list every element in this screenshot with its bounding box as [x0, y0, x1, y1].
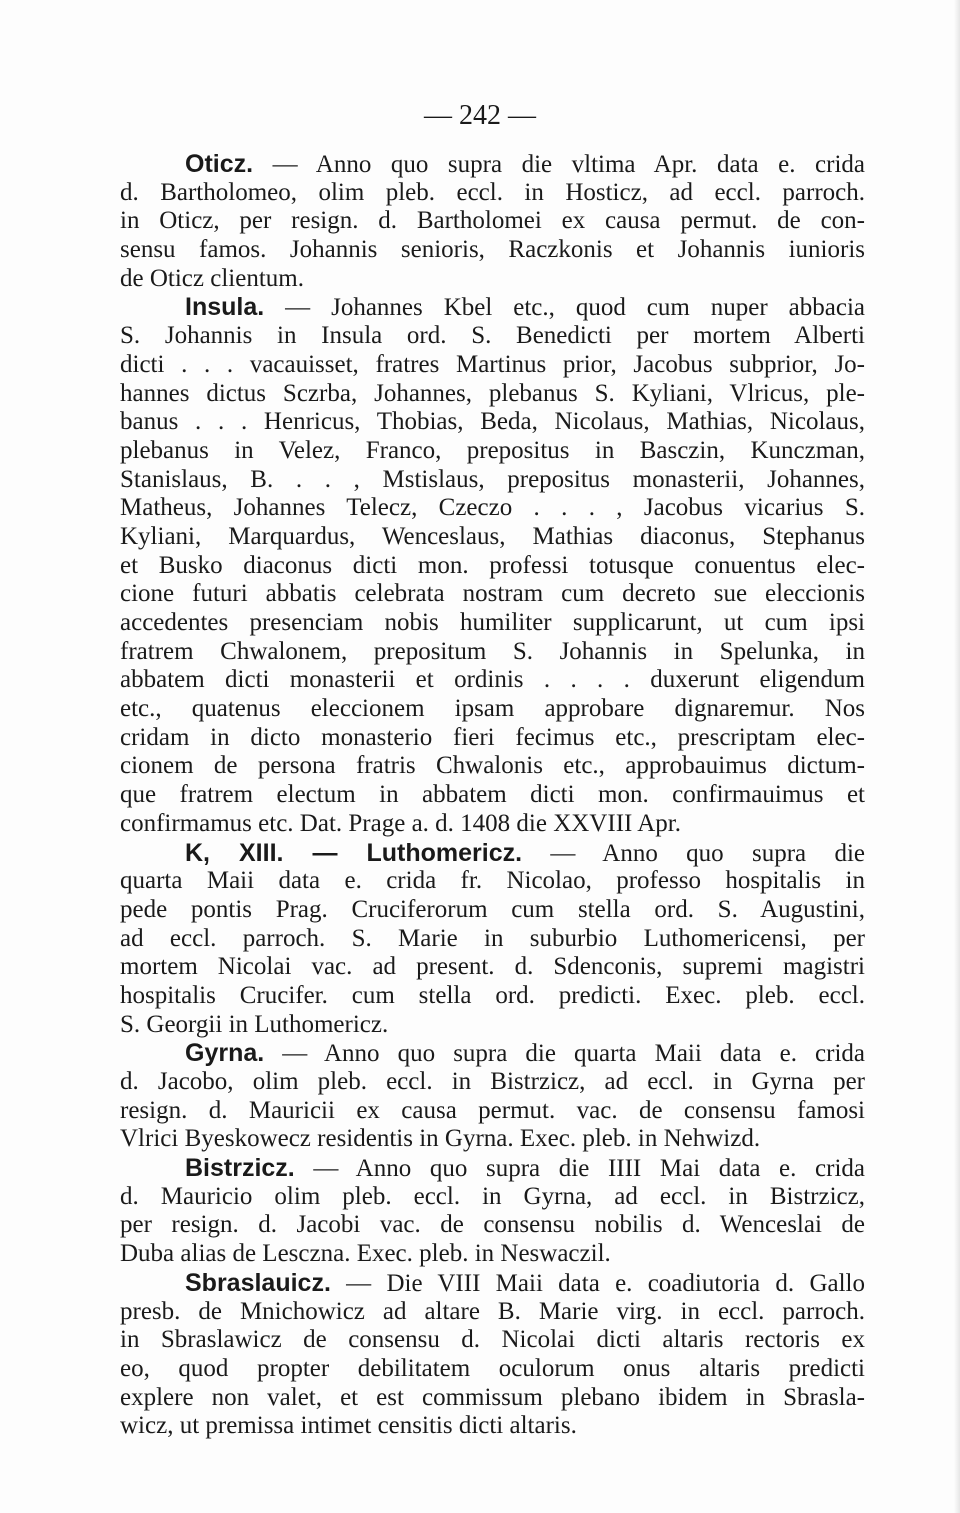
text-line — [120, 207, 865, 236]
entry-heading: Sbraslauicz. — [185, 1268, 331, 1297]
line-text: de Oticz clientum. — [120, 264, 304, 292]
line-text: — Anno quo supra die vltima Apr. data e. crida — [253, 151, 865, 178]
line-text: Matheus, Johannes Telecz, Czeczo . . . , Jacobus vicarius S. — [120, 494, 865, 522]
entry-paragraph — [120, 1039, 865, 1154]
line-text: presb. de Mnichowicz ad altare B. Marie virg. in eccl. parroch. — [120, 1297, 865, 1325]
line-text: mortem Nicolai vac. ad present. d. Sdenconis, supremi magistri — [120, 953, 865, 981]
text-line — [120, 351, 865, 380]
line-text: explere non valet, et est commissum plebano ibidem in Sbrasla- — [120, 1383, 865, 1411]
text-line — [120, 1068, 865, 1097]
line-text: d. Mauricio olim pleb. eccl. in Gyrna, ad eccl. in Bistrzicz, — [120, 1182, 865, 1210]
entry-paragraph — [120, 839, 865, 1040]
line-text: confirmamus etc. Dat. Prage a. d. 1408 die XXVIII Apr. — [120, 809, 681, 837]
entry-paragraph — [120, 293, 865, 838]
text-line — [120, 896, 865, 925]
entry-heading: Insula. — [185, 293, 265, 322]
line-text: sensu famos. Johannis senioris, Raczkonis et Johannis iunioris — [120, 236, 865, 264]
line-text: Duba alias de Lesczna. Exec. pleb. in Neswaczil. — [120, 1240, 611, 1268]
line-text: in Oticz, per resign. d. Bartholomei ex causa permut. de con- — [120, 207, 865, 235]
text-line — [120, 523, 865, 552]
line-text: resign. d. Mauricii ex causa permut. vac. de consensu famosi — [120, 1096, 865, 1124]
text-line — [120, 695, 865, 724]
line-text: dicti . . . vacauisset, fratres Martinus prior, Jacobus subprior, Jo- — [120, 350, 865, 378]
entry-paragraph — [120, 1154, 865, 1269]
text-line — [120, 1412, 865, 1441]
text-line — [120, 1298, 865, 1327]
line-text: d. Bartholomeo, olim pleb. eccl. in Hosticz, ad eccl. parroch. — [120, 178, 865, 206]
text-line — [120, 494, 865, 523]
line-text: wicz, ut premissa intimet censitis dicti altaris. — [120, 1412, 577, 1440]
text-line — [120, 236, 865, 265]
text-line — [120, 925, 865, 954]
text-line — [120, 293, 865, 322]
body-text — [120, 150, 865, 1441]
line-text: etc., quatenus eleccionem ipsam approbare dignaremur. Nos — [120, 695, 865, 723]
entry-paragraph — [120, 150, 865, 293]
line-text: cridam in dicto monasterio fieri fecimus etc., prescriptam elec- — [120, 723, 865, 751]
text-line — [120, 724, 865, 753]
text-line — [120, 408, 865, 437]
text-line — [120, 752, 865, 781]
line-text: quarta Maii data e. crida fr. Nicolao, professo hospitalis in — [120, 867, 865, 895]
line-text: cione futuri abbatis celebrata nostram cum decreto sue eleccionis — [120, 580, 865, 608]
entry-heading: Bistrzicz. — [185, 1154, 295, 1183]
line-text: abbatem dicti monasterii et ordinis . . . . duxerunt eligendum — [120, 666, 865, 694]
text-line — [120, 839, 865, 868]
line-text: que fratrem electum in abbatem dicti mon. confirmauimus et — [120, 781, 865, 809]
text-line — [120, 1011, 865, 1040]
text-line — [120, 580, 865, 609]
page-number: — 242 — — [424, 100, 536, 131]
page-edge — [954, 0, 960, 1513]
line-text: plebanus in Velez, Franco, prepositus in Basczin, Kunczman, — [120, 436, 865, 464]
text-line — [120, 1269, 865, 1298]
text-line — [120, 1384, 865, 1413]
text-line — [120, 953, 865, 982]
text-line — [120, 380, 865, 409]
text-line — [120, 1154, 865, 1183]
text-line — [120, 322, 865, 351]
line-text: Kyliani, Marquardus, Wenceslaus, Mathias diaconus, Stephanus — [120, 522, 865, 550]
text-line — [120, 982, 865, 1011]
text-line — [120, 179, 865, 208]
line-text: — Anno quo supra die IIII Mai data e. crida — [294, 1155, 865, 1183]
line-text: fratrem Chwalonem, prepositum S. Johannis in Spelunka, in — [120, 637, 865, 665]
line-text: hannes dictus Sczrba, Johannes, plebanus S. Kyliani, Vlricus, ple- — [120, 379, 865, 407]
text-line — [120, 1183, 865, 1212]
text-line — [120, 1039, 865, 1068]
line-text: eo, quod propter debilitatem oculorum onus altaris predicti — [120, 1354, 865, 1382]
text-line — [120, 666, 865, 695]
entry-heading: Gyrna. — [185, 1039, 265, 1068]
text-line — [120, 552, 865, 581]
line-text: S. Johannis in Insula ord. S. Benedicti per mortem Alberti — [120, 322, 865, 350]
line-text: accedentes presenciam nobis humiliter supplicarunt, ut cum ipsi — [120, 609, 865, 636]
line-text: hospitalis Crucifer. cum stella ord. predicti. Exec. pleb. eccl. — [120, 981, 865, 1009]
text-line — [120, 1097, 865, 1126]
line-text: — Johannes Kbel etc., quod cum nuper abbacia — [264, 294, 865, 322]
text-line — [120, 781, 865, 810]
line-text: banus . . . Henricus, Thobias, Beda, Nicolaus, Mathias, Nicolaus, — [120, 408, 865, 436]
line-text: in Sbraslawicz de consensu d. Nicolai dicti altaris rectoris ex — [120, 1326, 865, 1354]
text-line — [120, 1355, 865, 1384]
entry-heading: K, XIII. — Luthomericz. — [185, 838, 523, 867]
text-line — [120, 466, 865, 495]
line-text: — Anno quo supra die quarta Maii data e. crida — [264, 1040, 865, 1068]
line-text: et Busko diaconus dicti mon. professi totusque conuentus elec- — [120, 551, 865, 579]
line-text: d. Jacobo, olim pleb. eccl. in Bistrzicz, ad eccl. in Gyrna per — [120, 1068, 865, 1095]
text-line — [120, 150, 865, 179]
text-line — [120, 1211, 865, 1240]
line-text: — Anno quo supra die — [522, 839, 865, 867]
line-text: per resign. d. Jacobi vac. de consensu nobilis d. Wenceslai de — [120, 1211, 865, 1239]
entry-heading: Oticz. — [185, 150, 254, 178]
line-text: Vlrici Byeskowecz residentis in Gyrna. Exec. pleb. in Nehwizd. — [120, 1125, 761, 1153]
text-line — [120, 1326, 865, 1355]
line-text: Stanislaus, B. . . , Mstislaus, prepositus monasterii, Johannes, — [120, 465, 865, 493]
line-text: pede pontis Prag. Cruciferorum cum stella ord. S. Augustini, — [120, 895, 865, 923]
line-text: ad eccl. parroch. S. Marie in suburbio Luthomericensi, per — [120, 924, 865, 952]
text-line — [120, 1125, 865, 1154]
text-line — [120, 867, 865, 896]
text-line — [120, 638, 865, 667]
text-line — [120, 609, 865, 638]
text-line — [120, 810, 865, 839]
line-text: — Die VIII Maii data e. coadiutoria d. Gallo — [330, 1269, 865, 1297]
text-line — [120, 1240, 865, 1269]
text-line — [120, 265, 865, 294]
line-text: cionem de persona fratris Chwalonis etc., approbauimus dictum- — [120, 752, 865, 780]
line-text: S. Georgii in Luthomericz. — [120, 1010, 389, 1038]
text-line — [120, 437, 865, 466]
entry-paragraph — [120, 1269, 865, 1441]
